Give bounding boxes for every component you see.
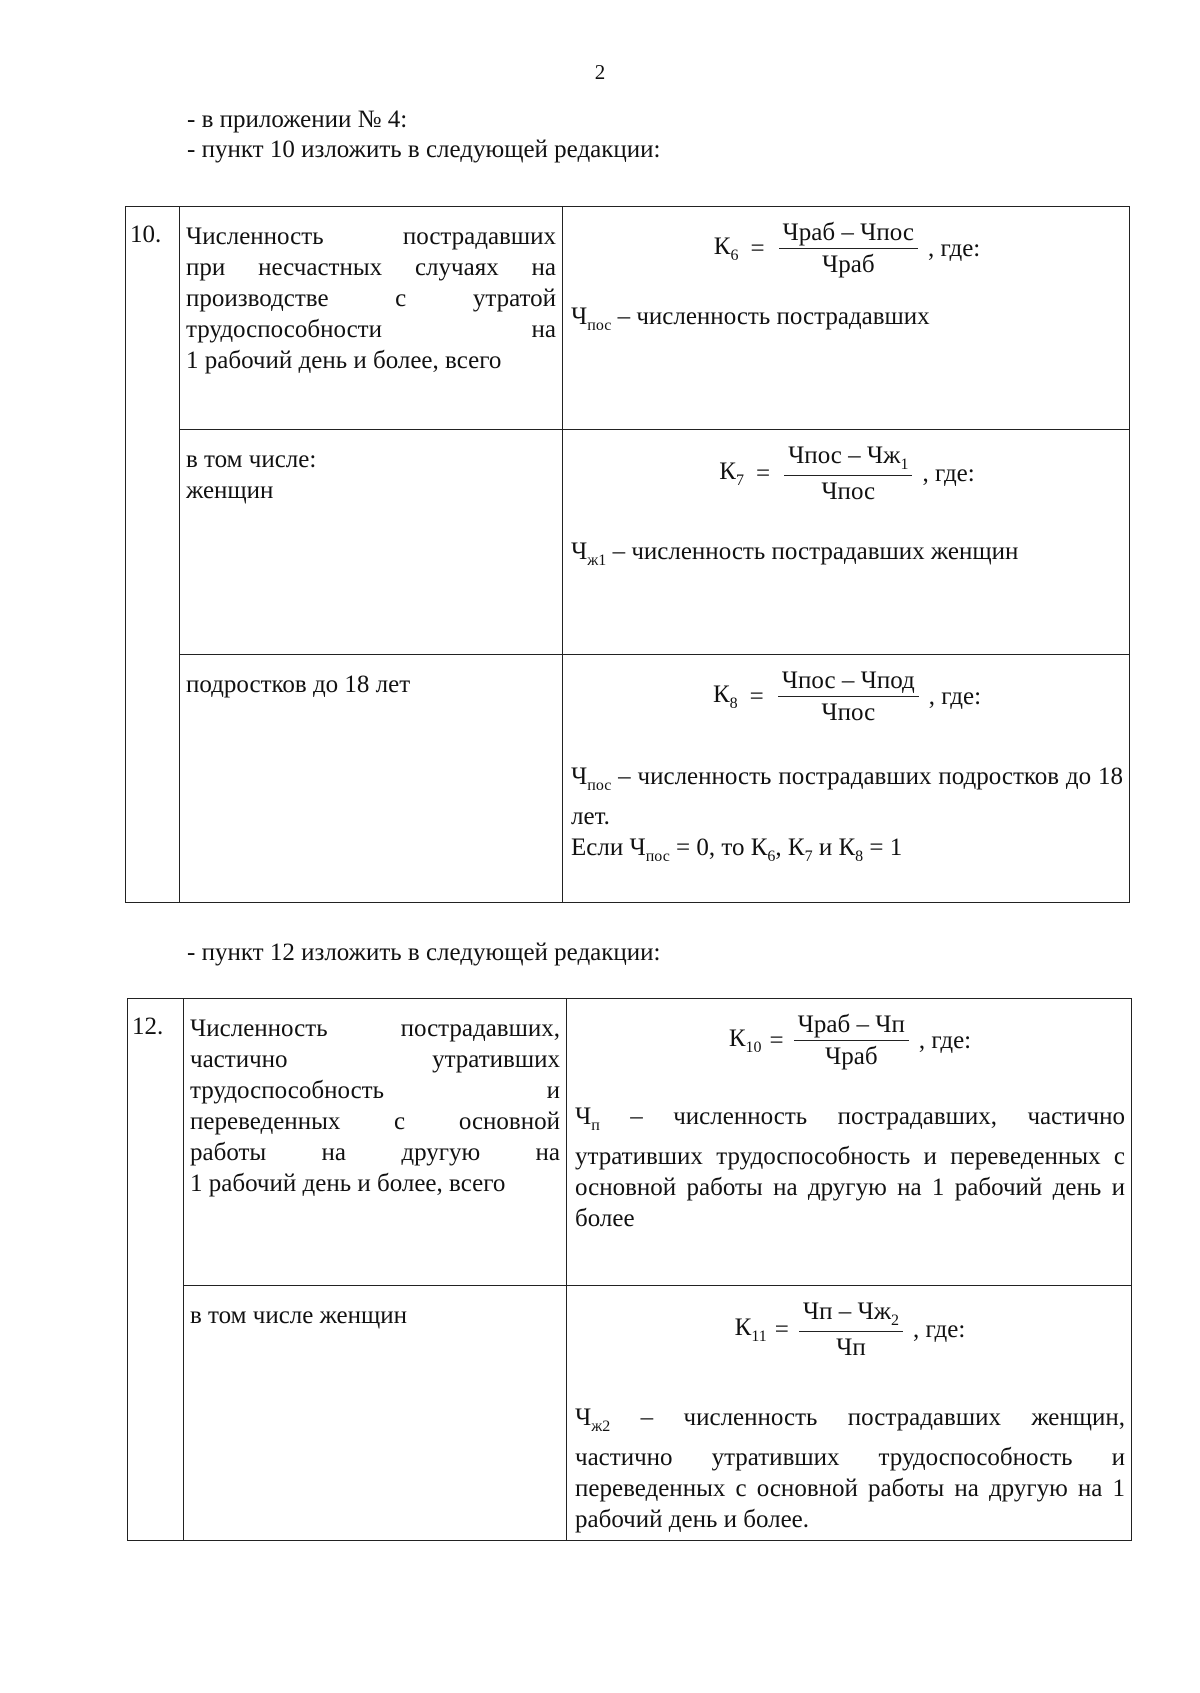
- desc-line: переведенных с основной: [190, 1108, 560, 1135]
- table-row: [126, 207, 1130, 430]
- formula-k7: $К_7$ = $\frac{Чпос - Чж_1}{\text{Чпос}}$ , где:: [719, 442, 975, 505]
- desc-line: 1 рабочий день и более, всего: [186, 347, 502, 374]
- formula-cell: [563, 430, 1130, 655]
- formula-cell: [567, 1286, 1132, 1541]
- desc-line: трудоспособности на: [186, 316, 556, 343]
- formula-explanation: $Ч_{пос}$ – численность пострадавших: [571, 303, 930, 334]
- formula-numerator: Чпос – Чпод: [778, 667, 919, 697]
- table-row: [126, 430, 1130, 655]
- desc-line: частично утративших: [190, 1046, 560, 1073]
- desc-line: Численность пострадавших: [186, 223, 556, 250]
- formula-denominator: Чраб: [824, 1043, 878, 1070]
- item-number: 10.: [126, 207, 180, 903]
- formula-denominator: Чпос: [821, 699, 876, 726]
- desc-line: 1 рабочий день и более, всего: [190, 1170, 506, 1197]
- desc-line: работы на другую на: [190, 1139, 560, 1166]
- formula-k6: $К_6$ = $\frac{\text{Чраб – Чпос}}{\text{Чраб}}$ , где:: [713, 219, 981, 278]
- formula-cell: [563, 655, 1130, 903]
- desc-line: Численность пострадавших,: [190, 1015, 560, 1042]
- row-description: [180, 207, 563, 430]
- intro-line-appendix: - в приложении № 4:: [187, 106, 408, 133]
- desc-line: трудоспособность и: [190, 1077, 560, 1104]
- formula-explanation: $Ч_п$ – численность пострадавших, частично утративших трудоспособность и переведенных с основной работы на другую на 1 рабочий день и более: [575, 1103, 1125, 1232]
- desc-line: при несчастных случаях на: [186, 254, 556, 281]
- formula-k11: $К_{11}$ = $\frac{Чп - Чж_2}{Чп}$ , где:: [734, 1298, 966, 1361]
- page-number: 2: [594, 60, 606, 84]
- formula-explanation: $Ч_{ж2}$ – численность пострадавших женщин, частично утративших трудоспособность и переведенных с основной работы на другую на 1 рабочий день и более.: [575, 1404, 1125, 1533]
- formula-denominator: Чпос: [821, 478, 876, 505]
- row-description: подростков до 18 лет: [180, 655, 563, 903]
- intro-line-item-12: - пункт 12 изложить в следующей редакции:: [187, 939, 661, 966]
- formula-denominator: Чп: [836, 1334, 866, 1361]
- table-row: [126, 655, 1130, 903]
- desc-line: производстве с утратой: [186, 285, 556, 312]
- formula-denominator: Чраб: [821, 251, 875, 278]
- item-number: 12.: [128, 999, 184, 1541]
- formula-numerator: Чраб – Чп: [794, 1011, 909, 1041]
- table-item-10: [125, 206, 1130, 903]
- row-description: в том числе: женщин: [180, 430, 563, 655]
- row-description: [184, 999, 567, 1286]
- formula-cell: [563, 207, 1130, 430]
- formula-numerator: Чп – $Чж_2$: [799, 1298, 903, 1332]
- table-row: [128, 1286, 1132, 1541]
- row-description: в том числе женщин: [184, 1286, 567, 1541]
- formula-numerator: Чпос – $Чж_1$: [784, 442, 912, 476]
- formula-explanation: $Ч_{пос}$ – численность пострадавших подростков до 18 лет.: [571, 763, 1123, 830]
- formula-numerator: Чраб – Чпос: [779, 219, 918, 249]
- formula-cell: [567, 999, 1132, 1286]
- table-row: [128, 999, 1132, 1286]
- formula-explanation: $Ч_{ж1}$ – численность пострадавших женщин: [571, 538, 1019, 569]
- table-item-12: [127, 998, 1132, 1541]
- formula-k8: $К_8$ = $\frac{\text{Чпос – Чпод}}{\text{Чпос}}$ , где:: [712, 667, 982, 726]
- formula-k10: $К_{10}$ = $\frac{\text{Чраб – Чп}}{\text{Чраб}}$ , где:: [728, 1011, 972, 1070]
- formula-condition: Если $Ч_{пос} = 0$, то $К_6$, $К_7$ и $К_8 = 1$: [571, 834, 903, 865]
- intro-line-item-10: - пункт 10 изложить в следующей редакции:: [187, 136, 661, 163]
